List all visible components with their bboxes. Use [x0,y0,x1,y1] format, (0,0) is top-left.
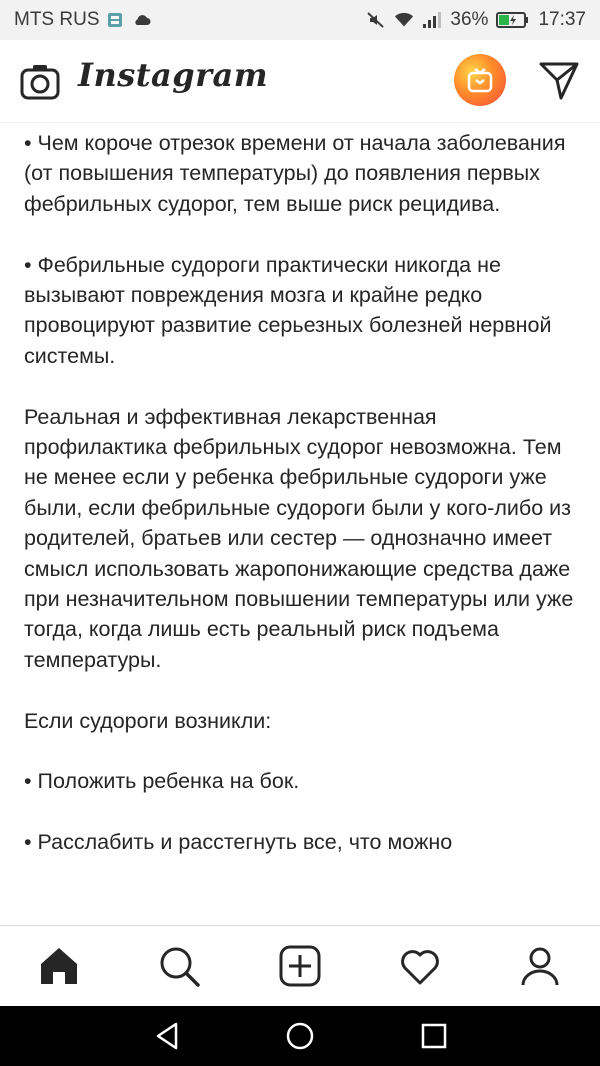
camera-icon[interactable] [20,62,60,102]
igtv-icon [467,67,493,93]
caption-paragraph: • Положить ребенка на бок. [24,769,300,794]
battery-percent: 36% [450,9,489,30]
wifi-icon [394,10,414,30]
home-circle-icon[interactable] [284,1020,316,1052]
igtv-button[interactable] [454,54,506,106]
add-post-icon[interactable] [278,944,322,988]
caption-paragraph: • Чем короче отрезок времени от начала заболевания (от повышения температуры) до появления первых фебрильных судорог, тем выше риск рецидива. [24,131,566,216]
back-icon[interactable] [152,1020,184,1052]
caption-paragraph: • Фебрильные судороги практически никогда не вызывают повреждения мозга и крайне редко провоцируют развитие серьезных болезней нервной системы. [24,252,552,368]
status-bar [0,0,600,40]
mute-icon [366,10,386,30]
search-icon[interactable] [157,944,201,988]
caption-paragraph: Реальная и эффективная лекарственная профилактика фебрильных судорог невозможна. Тем не менее если у ребенка фебрильные судороги уже были, если фебрильные судороги были у кого-либо из родителей, братьев или сестер — однозначно имеет смысл использовать жаропонижающие средства даже при незначительном повышении температуры или уже тогда, когда лишь есть реальный риск подъема температуры. [24,404,574,672]
carrier-label: MTS RUS [14,9,100,30]
post-caption [24,128,580,888]
signal-icon [422,10,442,30]
app-header [0,40,600,123]
caption-paragraph: Если судороги возникли: [24,708,272,733]
app-logo: Instagram [78,56,269,94]
bottom-tab-bar [0,925,600,1007]
recents-icon[interactable] [418,1020,450,1052]
battery-charging-icon [496,10,530,30]
clock: 17:37 [538,9,586,30]
profile-icon[interactable] [518,944,562,988]
system-nav-bar [0,1006,600,1066]
cloud-icon [132,10,152,30]
activity-heart-icon[interactable] [398,944,442,988]
sim-notification-icon [106,10,126,30]
caption-paragraph: • Расслабить и расстегнуть все, что можно [24,830,453,855]
home-icon[interactable] [37,944,81,988]
direct-message-icon[interactable] [537,58,581,102]
